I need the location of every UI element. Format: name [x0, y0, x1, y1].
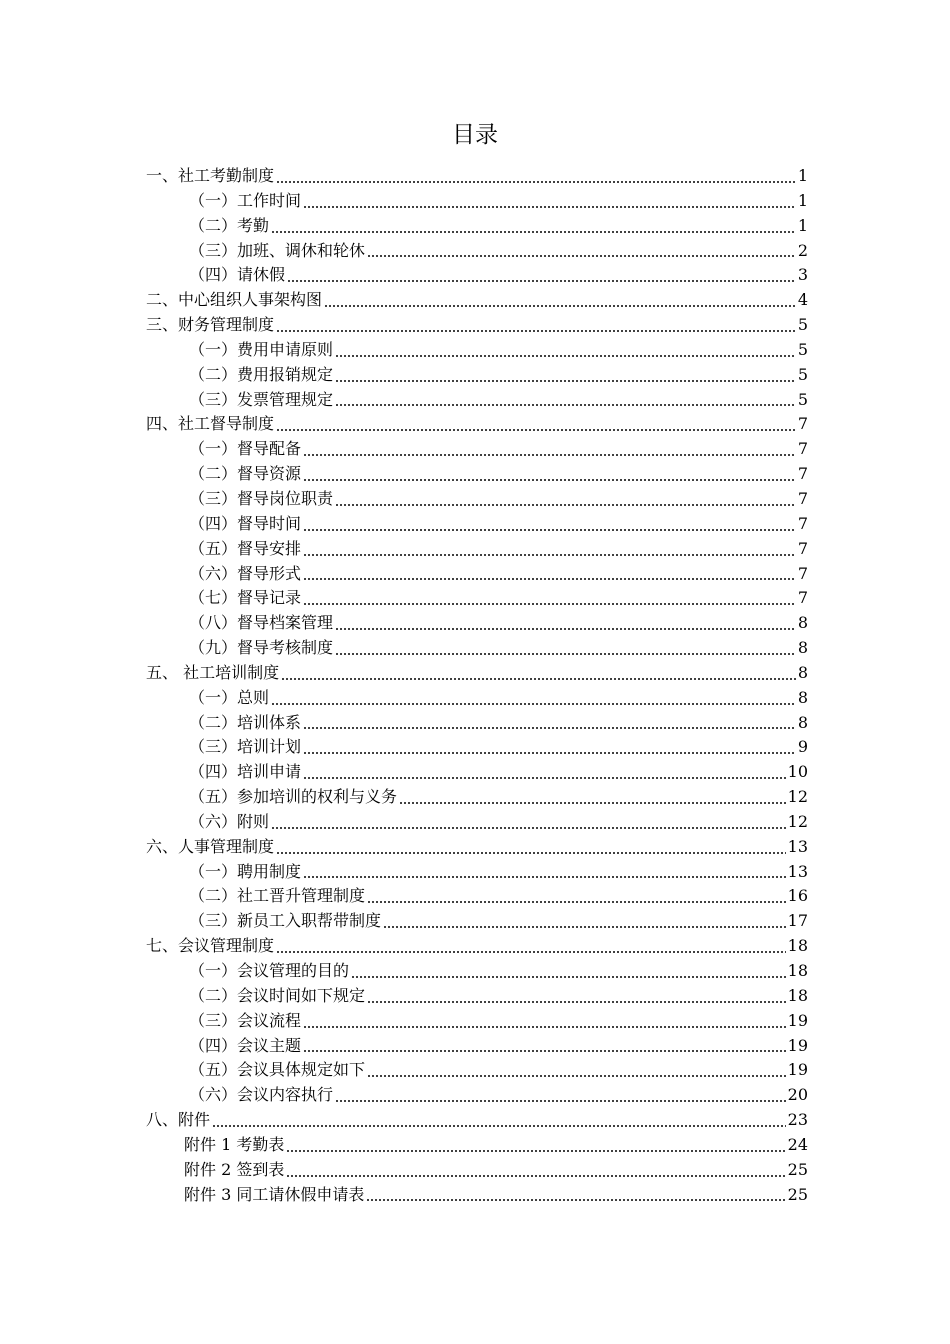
- toc-entry[interactable]: [146, 735, 808, 760]
- toc-entry[interactable]: [146, 363, 808, 388]
- dot-leader: [276, 429, 796, 431]
- toc-entry-page-number: 19: [787, 1010, 808, 1030]
- toc-entry[interactable]: [146, 412, 808, 437]
- toc-entry-label: （三）督导岗位职责: [189, 488, 334, 508]
- toc-entry[interactable]: [146, 263, 808, 288]
- toc-entry-page-number: 19: [787, 1035, 808, 1055]
- toc-entry-page-number: 7: [797, 563, 808, 583]
- dot-leader: [324, 305, 796, 307]
- toc-entry-label: （一）总则: [189, 687, 270, 707]
- toc-entry-label: 六、人事管理制度: [146, 836, 275, 856]
- dot-leader: [383, 926, 786, 928]
- toc-entry-page-number: 12: [787, 787, 808, 807]
- toc-entry-label: （四）请休假: [189, 265, 286, 285]
- toc-entry[interactable]: [146, 909, 808, 934]
- dot-leader: [367, 1001, 786, 1003]
- toc-entry-page-number: 7: [797, 488, 808, 508]
- toc-entry-page-number: 8: [797, 712, 808, 732]
- toc-entry[interactable]: [146, 860, 808, 885]
- toc-entry[interactable]: [146, 487, 808, 512]
- dot-leader: [303, 876, 786, 878]
- toc-entry-page-number: 7: [797, 513, 808, 533]
- dot-leader: [399, 802, 786, 804]
- toc-entry-label: （八）督导档案管理: [189, 613, 334, 633]
- toc-entry[interactable]: [146, 1058, 808, 1083]
- toc-list: [146, 164, 808, 1207]
- dot-leader: [286, 1150, 785, 1152]
- toc-entry-label: 三、财务管理制度: [146, 315, 275, 335]
- toc-entry[interactable]: [146, 611, 808, 636]
- toc-entry[interactable]: [146, 686, 808, 711]
- toc-entry-label: （二）社工晋升管理制度: [189, 886, 366, 906]
- toc-entry-label: （七）督导记录: [189, 588, 302, 608]
- dot-leader: [303, 454, 796, 456]
- toc-entry-label: （五）会议具体规定如下: [189, 1060, 366, 1080]
- dot-leader: [303, 777, 786, 779]
- toc-entry-label: （九）督导考核制度: [189, 638, 334, 658]
- toc-entry-label: 附件 2 签到表: [184, 1159, 285, 1179]
- toc-entry[interactable]: [146, 388, 808, 413]
- dot-leader: [367, 1075, 786, 1077]
- toc-entry-page-number: 9: [797, 737, 808, 757]
- toc-entry[interactable]: [146, 1009, 808, 1034]
- toc-entry-label: （一）费用申请原则: [189, 339, 334, 359]
- toc-entry-label: （二）会议时间如下规定: [189, 985, 366, 1005]
- toc-entry-label: （三）会议流程: [189, 1010, 302, 1030]
- toc-entry-page-number: 1: [797, 190, 808, 210]
- dot-leader: [281, 678, 796, 680]
- toc-entry-page-number: 7: [797, 439, 808, 459]
- dot-leader: [303, 603, 796, 605]
- toc-entry-page-number: 10: [787, 762, 808, 782]
- dot-leader: [212, 1125, 786, 1127]
- toc-entry-page-number: 1: [797, 215, 808, 235]
- toc-entry[interactable]: [146, 984, 808, 1009]
- dot-leader: [271, 703, 796, 705]
- toc-entry-page-number: 5: [797, 364, 808, 384]
- toc-entry-page-number: 13: [787, 836, 808, 856]
- dot-leader: [276, 951, 786, 953]
- toc-entry[interactable]: [146, 810, 808, 835]
- toc-entry-label: （三）发票管理规定: [189, 389, 334, 409]
- toc-entry-label: （一）聘用制度: [189, 861, 302, 881]
- toc-entry-label: （六）督导形式: [189, 563, 302, 583]
- toc-entry-page-number: 20: [787, 1085, 808, 1105]
- toc-entry-label: 附件 1 考勤表: [184, 1134, 285, 1154]
- toc-entry-label: （三）新员工入职帮带制度: [189, 911, 382, 931]
- dot-leader: [303, 752, 796, 754]
- toc-entry[interactable]: [146, 288, 808, 313]
- dot-leader: [303, 727, 796, 729]
- dot-leader: [271, 231, 796, 233]
- toc-entry-page-number: 7: [797, 414, 808, 434]
- dot-leader: [303, 554, 796, 556]
- toc-entry-label: 一、社工考勤制度: [146, 166, 275, 185]
- dot-leader: [335, 355, 796, 357]
- dot-leader: [286, 1175, 785, 1177]
- toc-entry-page-number: 8: [797, 687, 808, 707]
- toc-entry-page-number: 19: [787, 1060, 808, 1080]
- toc-entry-page-number: 3: [797, 265, 808, 285]
- toc-entry-label: （一）工作时间: [189, 190, 302, 210]
- toc-entry[interactable]: [146, 338, 808, 363]
- toc-entry-label: （二）培训体系: [189, 712, 302, 732]
- toc-entry[interactable]: [146, 512, 808, 537]
- dot-leader: [335, 504, 796, 506]
- toc-entry-label: 二、中心组织人事架构图: [146, 290, 323, 310]
- dot-leader: [303, 479, 796, 481]
- toc-entry-page-number: 1: [797, 166, 808, 185]
- toc-entry[interactable]: [146, 164, 808, 189]
- toc-entry-label: 七、会议管理制度: [146, 936, 275, 956]
- dot-leader: [367, 901, 786, 903]
- toc-entry-page-number: 8: [797, 662, 808, 682]
- toc-entry-label: （六）会议内容执行: [189, 1085, 334, 1105]
- toc-entry-label: （二）督导资源: [189, 464, 302, 484]
- dot-leader: [335, 380, 796, 382]
- dot-leader: [276, 181, 796, 183]
- toc-entry[interactable]: [146, 313, 808, 338]
- toc-entry-label: （五）参加培训的权利与义务: [189, 787, 398, 807]
- toc-entry[interactable]: [146, 959, 808, 984]
- dot-leader: [335, 628, 796, 630]
- toc-entry[interactable]: [146, 586, 808, 611]
- toc-title: 目录: [452, 122, 498, 148]
- dot-leader: [303, 578, 796, 580]
- toc-entry-label: （三）培训计划: [189, 737, 302, 757]
- toc-entry-label: （四）会议主题: [189, 1035, 302, 1055]
- toc-entry-label: 八、附件: [146, 1110, 211, 1130]
- toc-entry-page-number: 18: [787, 936, 808, 956]
- dot-leader: [287, 280, 796, 282]
- toc-entry-label: （二）考勤: [189, 215, 270, 235]
- toc-entry[interactable]: [146, 711, 808, 736]
- toc-entry-page-number: 25: [787, 1184, 808, 1204]
- dot-leader: [367, 255, 796, 257]
- toc-entry[interactable]: [146, 760, 808, 785]
- toc-entry-page-number: 5: [797, 339, 808, 359]
- toc-entry[interactable]: [146, 934, 808, 959]
- toc-entry[interactable]: [146, 661, 808, 686]
- toc-entry-page-number: 25: [787, 1159, 808, 1179]
- toc-entry[interactable]: [146, 562, 808, 587]
- toc-entry-label: （六）附则: [189, 811, 270, 831]
- toc-entry-page-number: 18: [787, 985, 808, 1005]
- dot-leader: [335, 1100, 786, 1102]
- toc-entry-label: （三）加班、调休和轮休: [189, 240, 366, 260]
- toc-entry-label: （二）费用报销规定: [189, 364, 334, 384]
- toc-entry-page-number: 8: [797, 638, 808, 658]
- toc-entry-label: （一）督导配备: [189, 439, 302, 459]
- toc-entry[interactable]: [146, 239, 808, 264]
- dot-leader: [271, 827, 786, 829]
- toc-entry-label: （一）会议管理的目的: [189, 961, 350, 980]
- toc-entry-page-number: 12: [787, 811, 808, 831]
- toc-entry-page-number: 7: [797, 538, 808, 558]
- toc-entry[interactable]: [146, 835, 808, 860]
- dot-leader: [276, 852, 786, 854]
- toc-entry[interactable]: [146, 1034, 808, 1059]
- toc-entry[interactable]: [146, 214, 808, 239]
- toc-entry[interactable]: [146, 1108, 808, 1133]
- toc-entry[interactable]: [146, 1133, 808, 1158]
- dot-leader: [366, 1199, 785, 1201]
- dot-leader: [351, 976, 786, 978]
- toc-entry-page-number: 23: [787, 1110, 808, 1130]
- dot-leader: [303, 206, 796, 208]
- toc-entry-page-number: 7: [797, 588, 808, 608]
- toc-entry-label: （四）督导时间: [189, 513, 302, 533]
- toc-entry[interactable]: [146, 785, 808, 810]
- toc-entry-page-number: 24: [787, 1134, 808, 1154]
- toc-entry[interactable]: [146, 1083, 808, 1108]
- toc-entry-label: 附件 3 同工请休假申请表: [184, 1184, 365, 1204]
- toc-entry-page-number: 2: [797, 240, 808, 260]
- toc-entry-page-number: 5: [797, 315, 808, 335]
- toc-entry-page-number: 4: [797, 290, 808, 310]
- toc-entry-page-number: 5: [797, 389, 808, 409]
- toc-entry-page-number: 7: [797, 464, 808, 484]
- toc-entry[interactable]: [146, 189, 808, 214]
- toc-entry-page-number: 13: [787, 861, 808, 881]
- toc-entry-label: （五）督导安排: [189, 538, 302, 558]
- dot-leader: [303, 1026, 786, 1028]
- toc-entry[interactable]: [146, 884, 808, 909]
- toc-entry[interactable]: [146, 462, 808, 487]
- toc-entry-page-number: 18: [787, 961, 808, 980]
- toc-entry[interactable]: [146, 437, 808, 462]
- dot-leader: [335, 653, 796, 655]
- dot-leader: [335, 404, 796, 406]
- toc-entry-page-number: 17: [787, 911, 808, 931]
- toc-entry[interactable]: [146, 537, 808, 562]
- toc-entry-label: 四、社工督导制度: [146, 414, 275, 434]
- toc-entry[interactable]: [146, 1158, 808, 1183]
- dot-leader: [276, 330, 796, 332]
- dot-leader: [303, 529, 796, 531]
- toc-entry-label: 五、 社工培训制度: [146, 662, 280, 682]
- toc-entry[interactable]: [146, 636, 808, 661]
- toc-entry[interactable]: [146, 1183, 808, 1208]
- dot-leader: [303, 1050, 786, 1052]
- toc-entry-label: （四）培训申请: [189, 762, 302, 782]
- toc-entry-page-number: 8: [797, 613, 808, 633]
- toc-entry-page-number: 16: [787, 886, 808, 906]
